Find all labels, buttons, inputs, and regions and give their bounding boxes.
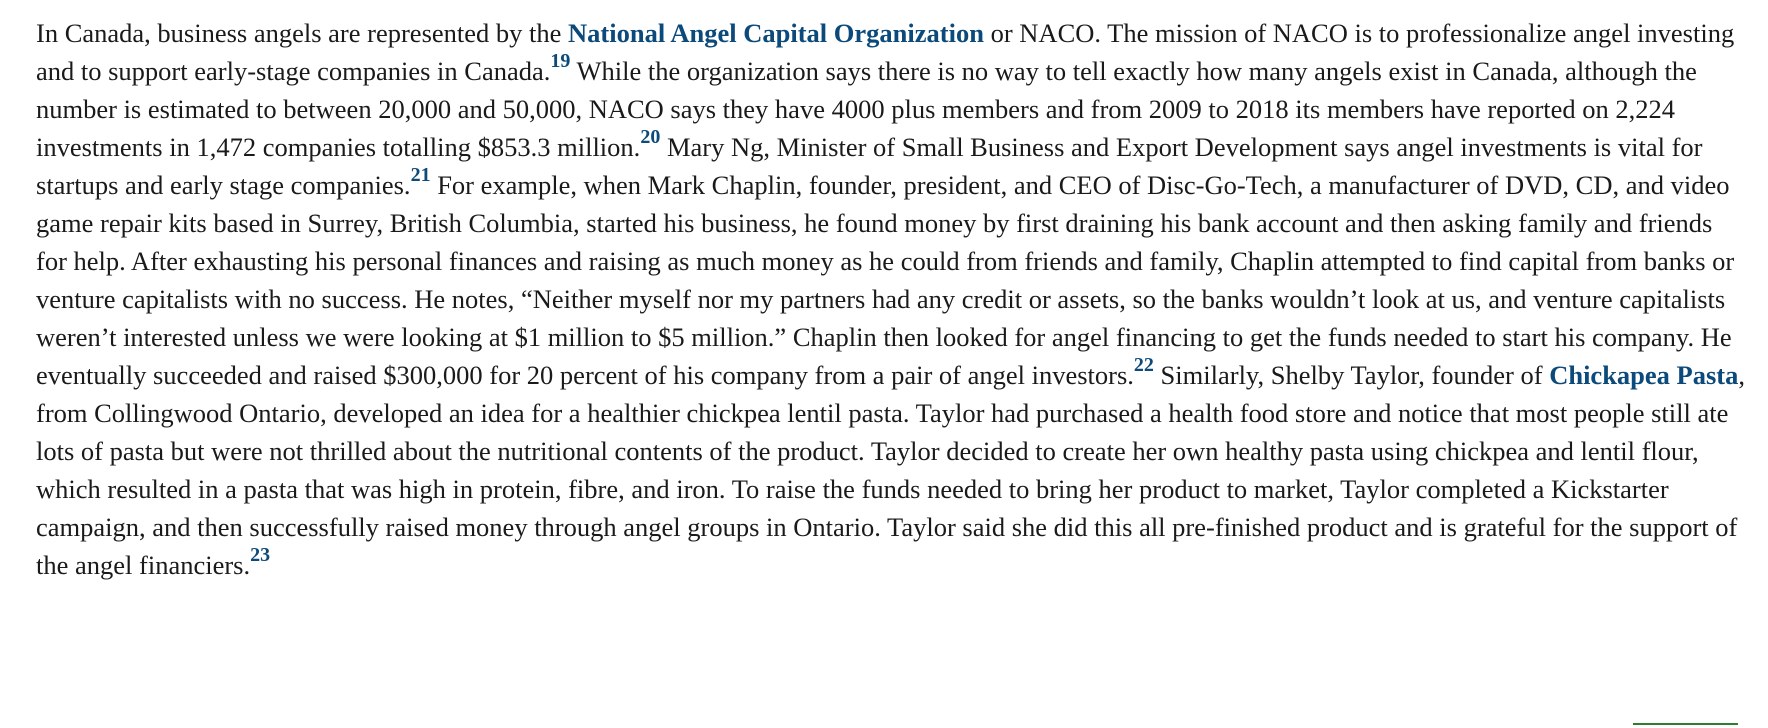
paragraph	[36, 14, 1748, 584]
text-segment: While the organization says there is no way to tell exactly how many angels exist in Canada, although the number is estimated to between 20,000 and 50,000, NACO says they have 4000 plus members and from 2009 to 2018 its members have reported on 2,224 investments in 1,472 companies totalling $853.3 million.	[36, 56, 1697, 162]
footnote-ref-22[interactable]	[1134, 354, 1154, 376]
footnote-link-21[interactable]: 21	[410, 164, 431, 187]
footnote-link-23[interactable]: 23	[250, 544, 271, 567]
text-segment: In Canada, business angels are represented by the	[36, 18, 569, 48]
section-divider	[1633, 723, 1738, 725]
text-segment: Mary Ng, Minister of Small Business and Export Development says angel investments is vital for startups and early stage companies.	[36, 132, 1703, 200]
link-chickapea-pasta[interactable]: Chickapea Pasta	[1549, 360, 1739, 390]
footnote-ref-23[interactable]	[250, 544, 270, 566]
text-segment: or NACO. The mission of NACO is to professionalize angel investing and to support early-stage companies in Canada.	[36, 18, 1735, 86]
footnote-link-19[interactable]: 19	[550, 50, 571, 73]
text-segment: , from Collingwood Ontario, developed an idea for a healthier chickpea lentil pasta. Taylor had purchased a health food store and notice that most people still ate lots of pasta but were not thrilled about the nutritional contents of the product. Taylor decided to create her own healthy pasta using chickpea and lentil flour, which resulted in a pasta that was high in protein, fibre, and iron. To raise the funds needed to bring her product to market, Taylor completed a Kickstarter campaign, and then successfully raised money through angel groups in Ontario. Taylor said she did this all pre-finished product and is grateful for the support of the angel financiers.	[36, 360, 1746, 580]
footnote-ref-19[interactable]	[550, 50, 570, 72]
footnote-link-20[interactable]: 20	[640, 126, 661, 149]
footnote-ref-21[interactable]	[411, 164, 431, 186]
text-segment: For example, when Mark Chaplin, founder, president, and CEO of Disc-Go-Tech, a manufacturer of DVD, CD, and video game repair kits based in Surrey, British Columbia, started his business, he found money by first draining his bank account and then asking family and friends for help. After exhausting his personal finances and raising as much money as he could from friends and family, Chaplin attempted to find capital from banks or venture capitalists with no success. He notes, “Neither myself nor my partners had any credit or assets, so the banks wouldn’t look at us, and venture capitalists weren’t interested unless we were looking at $1 million to $5 million.” Chaplin then looked for angel financing to get the funds needed to start his company. He eventually succeeded and raised $300,000 for 20 percent of his company from a pair of angel investors.	[36, 170, 1735, 390]
text-segment: Similarly, Shelby Taylor, founder of	[1153, 360, 1550, 390]
footnote-link-22[interactable]: 22	[1133, 354, 1154, 377]
document-body	[36, 14, 1748, 584]
link-national-angel-capital-organization[interactable]: National Angel Capital Organization	[568, 18, 984, 48]
footnote-ref-20[interactable]	[640, 126, 660, 148]
